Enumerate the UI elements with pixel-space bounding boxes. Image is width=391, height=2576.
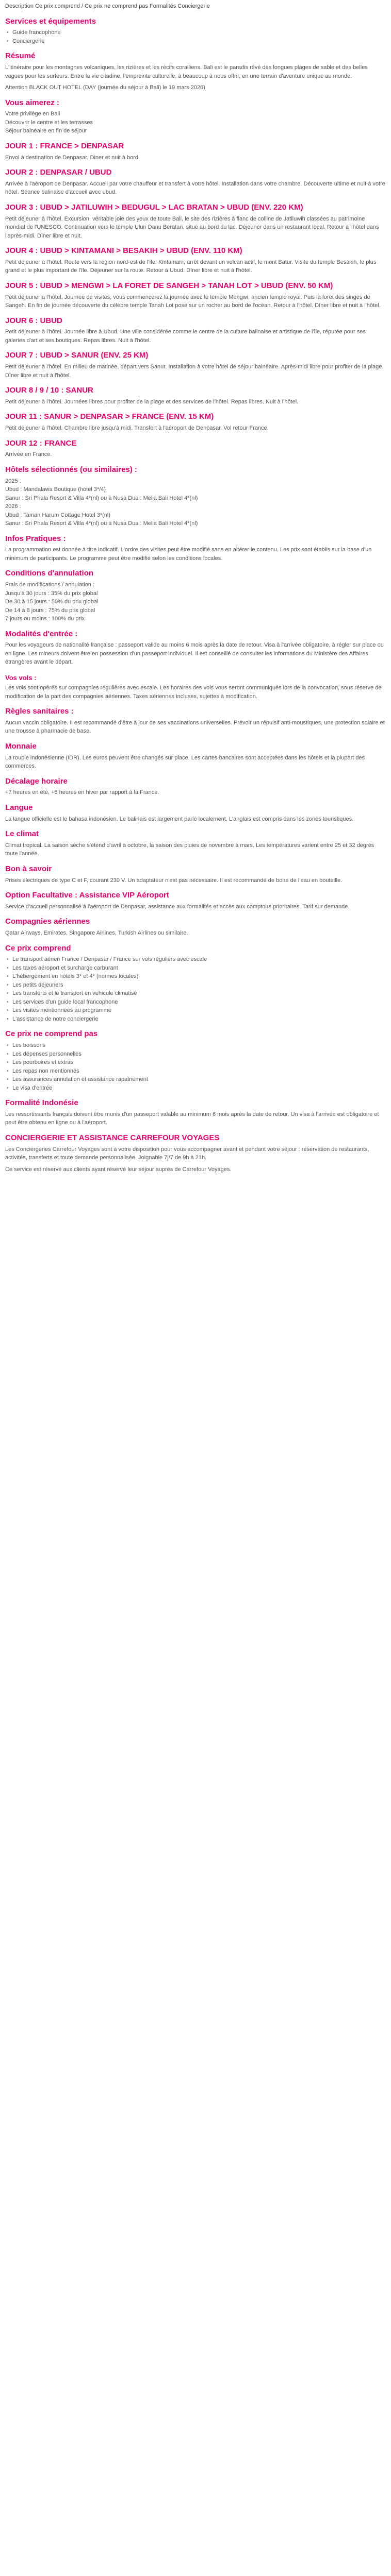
list-item: • Conciergerie [5, 37, 386, 46]
itinerary [5, 142, 386, 459]
day-text: Petit déjeuner à l'hôtel. Excursion, véritable joie des yeux de toute Bali, le site des rizières à flanc de colline de Jatiluwih classées au patrimoine mondial de l'UNESCO. Continuation vers le temple Ulun Danu Beratan, situé au bord du lac. Déjeuner dans un restaurant local. Retour à l'hôtel dans l'après-midi. Dîner libre et nuit. [5, 215, 379, 239]
day-text: Envol à destination de Denpasar. Diner et nuit à bord. [5, 154, 140, 161]
list-item: 2025 : [5, 478, 21, 484]
list-item: • Le visa d'entrée [5, 1084, 386, 1093]
list-item: Sanur : Sri Phala Resort & Villa 4*(nl) ou à Nusa Dua : Melia Bali Hotel 4*(nl) [5, 495, 198, 501]
climat-text: Climat tropical. La saison sèche s'étend d'avril à octobre, la saison des pluies de novembre à mars. Les températures varient entre 25 et 32 degrés toute l'année. [5, 842, 374, 857]
list-item: • Les dépenses personnelles [5, 1050, 386, 1059]
conditions-section [5, 569, 386, 623]
list-item: De 30 à 15 jours : 50% du prix global [5, 599, 99, 605]
day-title: JOUR 12 : FRANCE [5, 438, 77, 448]
decalage-text: +7 heures en été, +6 heures en hiver par rapport à la France. [5, 789, 159, 796]
conditions-list [5, 581, 386, 623]
reglement-title: Règles sanitaires : [5, 707, 74, 716]
list-item: Ubud : Taman Harum Cottage Hotel 3*(nl) [5, 512, 111, 518]
bonsavoir-section [5, 865, 386, 885]
aimerez-list [5, 110, 386, 135]
decalage-title: Décalage horaire [5, 776, 68, 786]
bonsavoir-title: Bon à savoir [5, 864, 52, 873]
list-item: • Les assurances annulation et assistance rapatriement [5, 1075, 386, 1084]
list-item: 2026 : [5, 503, 21, 510]
modalites-title: Modalités d'entrée : [5, 629, 78, 638]
hotels-section [5, 465, 386, 528]
aimerez-title: Vous aimerez : [5, 98, 59, 107]
infos-title: Infos Pratiques : [5, 534, 66, 543]
list-item: • Les repas non mentionnés [5, 1067, 386, 1076]
tab-links[interactable]: Description Ce prix comprend / Ce prix ne comprend pas Formalités Conciergerie [5, 3, 210, 9]
resume-title: Résumé [5, 52, 36, 61]
vol-title: Vos vols : [5, 673, 37, 682]
resume-note: Attention BLACK OUT HOTEL (DAY (journée du séjour à Bali) le 19 mars 2026) [5, 84, 205, 91]
list-item: 7 jours ou moins : 100% du prix [5, 616, 85, 622]
prix-exclut-list [5, 1041, 386, 1092]
hotels-list [5, 477, 386, 528]
climat-section [5, 829, 386, 858]
list-item: • L'assistance de notre conciergerie [5, 1015, 386, 1024]
services-list [5, 28, 386, 45]
list-item: • Les taxes aéroport et surcharge carburant [5, 964, 386, 973]
vol-text: Les vols sont opérés sur compagnies régulières avec escale. Les horaires des vols vous seront communiqués lors de la convocation, sous réserve de modification de la part des compagnies aériennes. Taxes aériennes incluses, sujettes à modification. [5, 685, 382, 700]
climat-title: Le climat [5, 829, 39, 838]
list-item: • Les boissons [5, 1041, 386, 1050]
infos-section [5, 534, 386, 563]
infos-text: La programmation est donnée à titre indicatif. L'ordre des visites peut être modifié sans en altérer le contenu. Les prix sont établis sur la base d'un minimum de participants. Le programme peut être modifié selon les conditions locales. [5, 547, 372, 562]
option-section [5, 891, 386, 911]
list-item: De 14 à 8 jours : 75% du prix global [5, 607, 95, 614]
langue-section [5, 803, 386, 823]
prix-comprend-section [5, 944, 386, 1024]
day-title: JOUR 5 : UBUD > MENGWI > LA FORET DE SANGEH > TANAH LOT > UBUD (ENV. 50 KM) [5, 281, 333, 290]
list-item: Séjour balnéaire en fin de séjour [5, 128, 87, 134]
monnaie-text: La roupie indonésienne (IDR). Les euros peuvent être changés sur place. Les cartes bancaires sont acceptées dans les hôtels et la plupart des commerces. [5, 754, 365, 769]
list-item: Ubud : Mandalawa Boutique (hotel 3*/4) [5, 486, 106, 493]
list-item: • L'hébergement en hôtels 3* et 4* (normes locales) [5, 972, 386, 981]
day-text: Arrivée à l'aéroport de Denpasar. Accueil par votre chauffeur et transfert à votre hôtel. Installation dans votre chambre. Découverte ultime et nuit à votre hôtel. Séance balinaise d'accueil avec ubud. [5, 180, 385, 196]
decalage-section [5, 777, 386, 797]
conciergerie-text: Les Conciergeries Carrefour Voyages sont à votre disposition pour vous accompagner avant et pendant votre séjour : réservation de restaurants, activités, transferts et toute demande personnalisée. Joignable 7j/7 de 9h à 21h. [5, 1146, 369, 1161]
day-text: Petit déjeuner à l'hôtel. Journée de visites, vous commencerez la journée avec le temple Mengwi, ancien temple royal. Puis la forêt des singes de Sangeh. En fin de journée découverte du célèbre temple Tanah Lot posé sur un rocher au bord de l'océan. Retour à l'hôtel. Dîner libre et nuit à l'hôtel. [5, 294, 381, 309]
formalites-title: Formalité Indonésie [5, 1098, 78, 1107]
monnaie-title: Monnaie [5, 741, 37, 751]
conciergerie-title: CONCIERGERIE ET ASSISTANCE CARREFOUR VOYAGES [5, 1133, 220, 1142]
resume-section [5, 52, 386, 92]
day-text: Arrivée en France. [5, 451, 52, 458]
day-title: JOUR 4 : UBUD > KINTAMANI > BESAKIH > UBUD (ENV. 110 KM) [5, 246, 242, 255]
day-title: JOUR 8 / 9 / 10 : SANUR [5, 386, 93, 395]
day-text: Petit déjeuner à l'hôtel. Journées libres pour profiter de la plage et des services de l'hôtel. Repas libres. Nuit à l'hôtel. [5, 398, 299, 405]
langue-title: Langue [5, 803, 33, 812]
list-item: Découvrir le centre et les terrasses [5, 119, 93, 126]
list-item: • Les services d'un guide local francophone [5, 998, 386, 1007]
day-title: JOUR 11 : SANUR > DENPASAR > FRANCE (ENV. 15 KM) [5, 412, 214, 421]
list-item: • Guide francophone [5, 28, 386, 37]
list-item: Jusqu'à 30 jours : 35% du prix global [5, 590, 98, 597]
conditions-title: Conditions d'annulation [5, 569, 94, 578]
day-title: JOUR 6 : UBUD [5, 316, 62, 325]
list-item: Votre privilège en Bali [5, 111, 60, 117]
resume-text: L'itinéraire pour les montagnes volcaniques, les rizières et les récifs coralliens. Bali est le paradis rêvé des longues plages de sable et des belles vagues pour les surfeurs. Entre la vie citadine, l'empreinte culturelle, à beaucoup à nous offrir, en une terrain d'aventure unique au monde. [5, 64, 368, 79]
list-item: Frais de modifications / annulation : [5, 582, 95, 588]
day-title: JOUR 3 : UBUD > JATILUWIH > BEDUGUL > LAC BRATAN > UBUD (ENV. 220 KM) [5, 202, 303, 212]
prix-exclut-title: Ce prix ne comprend pas [5, 1029, 98, 1039]
compagnies-section [5, 917, 386, 937]
formalites-text: Les ressortissants français doivent être munis d'un passeport valable au minimum 6 mois après la date de retour. Un visa à l'arrivée est obligatoire et peut être obtenu en ligne ou à l'aéroport. [5, 1111, 379, 1126]
services-section [5, 17, 386, 46]
modalites-text: Pour les voyageurs de nationalité française : passeport valide au moins 6 mois après la date de retour. Visa à l'arrivée obligatoire, à régler sur place ou en ligne. Les mineurs doivent être en possession d'un passeport individuel. Il est conseillé de consulter les informations du Ministère des Affaires étrangères avant le départ. [5, 642, 384, 666]
modalites-section [5, 630, 386, 701]
conciergerie-section [5, 1133, 386, 1174]
list-item: • Les transferts et le transport en véhicule climatisé [5, 989, 386, 998]
day-title: JOUR 2 : DENPASAR / UBUD [5, 168, 112, 177]
option-title: Option Facultative : Assistance VIP Aéroport [5, 891, 169, 900]
compagnies-text: Qatar Airways, Emirates, Singapore Airlines, Turkish Airlines ou similaire. [5, 930, 188, 936]
bonsavoir-text: Prises électriques de type C et F, courant 230 V. Un adaptateur n'est pas nécessaire. Il est recommandé de boire de l'eau en bouteille. [5, 877, 343, 884]
aimerez-section [5, 98, 386, 135]
day-text: Petit déjeuner à l'hôtel. En milieu de matinée, départ vers Sanur. Installation à votre hôtel de séjour balnéaire. Après-midi libre pour profiter de la plage. Dîner libre et nuit à l'hôtel. [5, 364, 384, 379]
list-item: • Les visites mentionnées au programme [5, 1006, 386, 1015]
compagnies-title: Compagnies aériennes [5, 917, 90, 926]
list-item: Sanur : Sri Phala Resort & Villa 4*(nl) ou à Nusa Dua : Melia Bali Hotel 4*(nl) [5, 520, 198, 527]
conciergerie-note: Ce service est réservé aux clients ayant réservé leur séjour auprès de Carrefour Voyages. [5, 1166, 232, 1173]
page [0, 0, 391, 1174]
reglement-text: Aucun vaccin obligatoire. Il est recommandé d'être à jour de ses vaccinations universelles. Prévoir un répulsif anti-moustiques, une protection solaire et une trousse à pharmacie de base. [5, 719, 385, 735]
list-item: • Le transport aérien France / Denpasar / France sur vols réguliers avec escale [5, 955, 386, 964]
day-title: JOUR 7 : UBUD > SANUR (ENV. 25 KM) [5, 351, 149, 360]
day-text: Petit déjeuner à l'hôtel. Journée libre à Ubud. Une ville considérée comme le centre de la culture balinaise et artistique de l'île, réputée pour ses galeries d'art et ses boutiques. Repas libres. Nuit à l'hôtel. [5, 329, 366, 344]
prix-comprend-title: Ce prix comprend [5, 943, 71, 953]
prix-comprend-list [5, 955, 386, 1023]
day-title: JOUR 1 : FRANCE > DENPASAR [5, 141, 124, 150]
option-text: Service d'accueil personnalisé à l'aéroport de Denpasar, assistance aux formalités et accès aux comptoirs prioritaires. Tarif sur demande. [5, 903, 350, 910]
hotels-title: Hôtels sélectionnés (ou similaires) : [5, 465, 137, 474]
monnaie-section [5, 742, 386, 771]
formalites-section [5, 1098, 386, 1127]
list-item: • Les petits déjeuners [5, 981, 386, 990]
day-text: Petit déjeuner à l'hôtel. Chambre libre jusqu'à midi. Transfert à l'aéroport de Denpasar. Vol retour France. [5, 425, 269, 431]
langue-text: La langue officielle est le bahasa indonésien. Le balinais est largement parlé localement. L'anglais est compris dans les zones touristiques. [5, 816, 354, 822]
reglement-section [5, 707, 386, 736]
list-item: • Les pourboires et extras [5, 1058, 386, 1067]
services-title: Services et équipements [5, 16, 96, 26]
day-text: Petit déjeuner à l'hôtel. Route vers la région nord-est de l'île. Kintamani, arrêt devant un volcan actif, le mont Batur. Visite du temple Besakih, le plus grand et le plus important de l'île. Déjeuner sur la route. Retour à Ubud. Dîner libre et nuit à l'hôtel. [5, 259, 377, 274]
prix-exclut-section [5, 1029, 386, 1092]
